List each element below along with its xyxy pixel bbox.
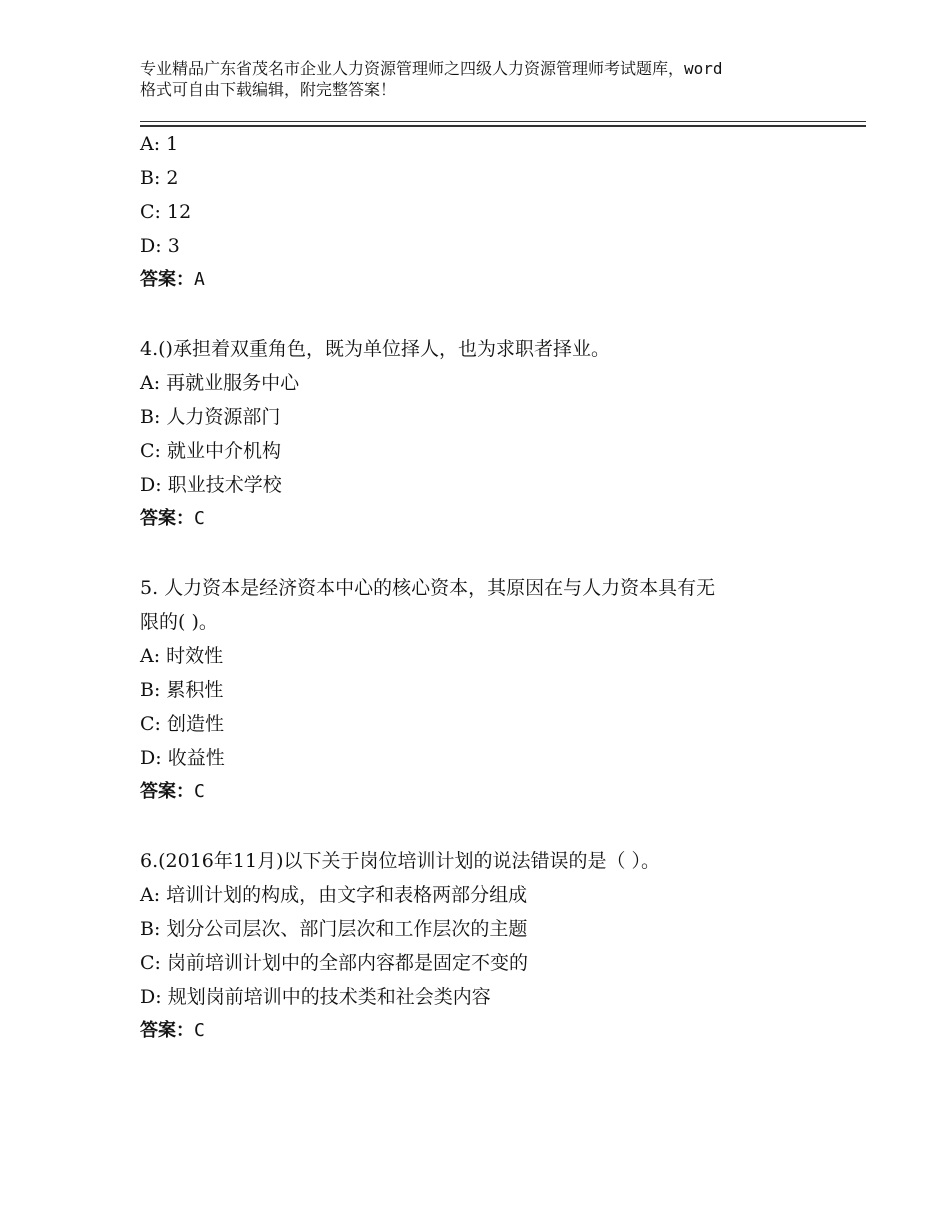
option-text: 1: [166, 133, 179, 155]
q3-option-c: [140, 200, 191, 224]
answer-label: 答案：: [140, 781, 194, 802]
option-label: B:: [140, 406, 161, 428]
option-text: 再就业服务中心: [166, 372, 300, 394]
q6-option-b: [140, 917, 527, 941]
answer-value: C: [194, 1020, 205, 1041]
answer-label: 答案：: [140, 269, 194, 290]
header-divider-thick: [140, 125, 866, 127]
q4-option-a: [140, 371, 299, 395]
q6-stem: 6.(2016年11月)以下关于岗位培训计划的说法错误的是（ ）。: [140, 850, 661, 872]
option-label: B:: [140, 918, 161, 940]
answer-label: 答案：: [140, 508, 194, 529]
q6-answer: [140, 1019, 205, 1043]
option-label: A:: [140, 645, 161, 667]
option-label: C:: [140, 952, 161, 974]
header-line-2: 格式可自由下载编辑，附完整答案！: [140, 80, 397, 99]
option-label: A:: [140, 372, 161, 394]
answer-value: C: [194, 508, 205, 529]
option-label: A:: [140, 884, 161, 906]
option-text: 创造性: [167, 713, 225, 735]
q3-option-a: [140, 132, 178, 156]
option-text: 3: [167, 235, 180, 257]
option-label: A:: [140, 133, 161, 155]
q3-answer: [140, 268, 205, 292]
option-text: 收益性: [167, 747, 225, 769]
q6-option-c: [140, 951, 528, 975]
q6-option-a: [140, 883, 527, 907]
q3-option-d: [140, 234, 180, 258]
q5-option-c: [140, 712, 224, 736]
header-divider-thin: [140, 121, 866, 122]
option-text: 岗前培训计划中的全部内容都是固定不变的: [167, 952, 529, 974]
option-text: 12: [167, 201, 192, 223]
option-text: 人力资源部门: [166, 406, 281, 428]
option-text: 时效性: [166, 645, 224, 667]
option-label: D:: [140, 474, 162, 496]
q5-option-b: [140, 678, 223, 702]
option-text: 就业中介机构: [167, 440, 282, 462]
q3-option-b: [140, 166, 179, 190]
q4-stem: 4.()承担着双重角色，既为单位择人，也为求职者择业。: [140, 338, 610, 360]
q4-answer: [140, 507, 205, 531]
option-label: C:: [140, 201, 161, 223]
q4-option-c: [140, 439, 281, 463]
option-text: 规划岗前培训中的技术类和社会类内容: [167, 986, 491, 1008]
answer-value: C: [194, 781, 205, 802]
option-text: 2: [166, 167, 179, 189]
answer-label: 答案：: [140, 1020, 194, 1041]
option-label: B:: [140, 167, 161, 189]
q5-stem-line-1: 5. 人力资本是经济资本中心的核心资本，其原因在与人力资本具有无: [140, 577, 716, 599]
q5-stem-line-2: 限的( )。: [140, 611, 218, 633]
option-label: D:: [140, 747, 162, 769]
option-label: B:: [140, 679, 161, 701]
option-label: C:: [140, 440, 161, 462]
q4-option-b: [140, 405, 280, 429]
q4-option-d: [140, 473, 282, 497]
q5-answer: [140, 780, 205, 804]
answer-value: A: [194, 269, 205, 290]
option-text: 培训计划的构成，由文字和表格两部分组成: [166, 884, 528, 906]
option-text: 划分公司层次、部门层次和工作层次的主题: [166, 918, 528, 940]
q5-option-d: [140, 746, 225, 770]
option-text: 职业技术学校: [167, 474, 282, 496]
option-text: 累积性: [166, 679, 224, 701]
option-label: C:: [140, 713, 161, 735]
header-line-1: 专业精品广东省茂名市企业人力资源管理师之四级人力资源管理师考试题库，word: [140, 59, 723, 78]
option-label: D:: [140, 986, 162, 1008]
option-label: D:: [140, 235, 162, 257]
q6-option-d: [140, 985, 491, 1009]
document-header: [140, 58, 840, 100]
q5-option-a: [140, 644, 223, 668]
